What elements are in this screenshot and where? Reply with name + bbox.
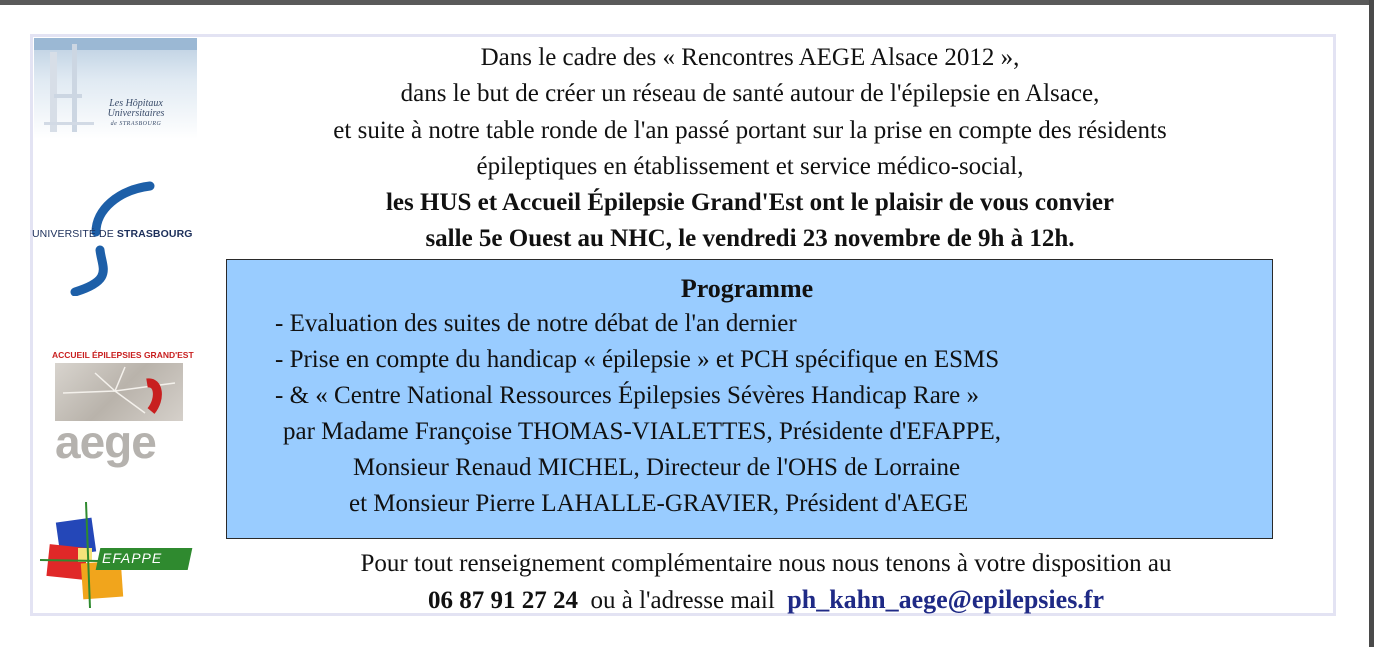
- window-right-border: [1369, 0, 1374, 647]
- intro-line3: et suite à notre table ronde de l'an passé portant sur la prise en compte des résidents: [333, 116, 1167, 144]
- contact-footer: [200, 546, 1332, 619]
- intro-line5: les HUS et Accueil Épilepsie Grand'Est ont le plaisir de vous convier: [385, 189, 1115, 217]
- programme-item-2: - Prise en compte du handicap « épilepsie » et PCH spécifique en ESMS: [275, 346, 1000, 373]
- programme-item-3: - & « Centre National Ressources Épilepsies Sévères Handicap Rare »: [275, 382, 979, 409]
- efappe-wordmark: EFAPPE: [102, 550, 163, 566]
- phone-number: 06 87 91 27 24: [427, 587, 578, 614]
- programme-speaker-1: par Madame Françoise THOMAS-VIALETTES, Présidente d'EFAPPE,: [283, 418, 1002, 445]
- programme-box: [226, 259, 1273, 539]
- hus-line2: Universitaires: [107, 108, 165, 119]
- intro-text: [200, 40, 1300, 258]
- aege-wordmark: aege: [55, 416, 156, 468]
- unistra-name: [32, 228, 193, 240]
- hus-line1: Les Hôpitaux: [109, 98, 163, 109]
- hus-logo: [34, 38, 197, 139]
- intro-line6: salle 5e Ouest au NHC, le vendredi 23 novembre de 9h à 12h.: [425, 225, 1075, 253]
- neuron-icon: [55, 363, 183, 421]
- intro-line1: Dans le cadre des « Rencontres AEGE Alsace 2012 »,: [480, 44, 1020, 71]
- footer-connector: ou à l'adresse mail: [590, 587, 775, 614]
- unistra-strong: STRASBOURG: [116, 228, 193, 240]
- unistra-prefix: UNIVERSITÉ DE: [32, 228, 117, 240]
- intro-line2: dans le but de créer un réseau de santé autour de l'épilepsie en Alsace,: [400, 80, 1100, 108]
- aege-title: ACCUEIL ÉPILEPSIES GRAND'EST: [52, 350, 194, 360]
- programme-title: Programme: [680, 274, 814, 303]
- efappe-logo: [38, 500, 198, 610]
- programme-item-1: - Evaluation des suites de notre débat de l'an dernier: [275, 310, 797, 337]
- window-top-border: [0, 0, 1374, 5]
- hus-line3: de STRASBOURG: [110, 121, 162, 127]
- intro-line4: épileptiques en établissement et service médico-social,: [476, 152, 1024, 180]
- email-address[interactable]: ph_kahn_aege@epilepsies.fr: [787, 585, 1105, 614]
- aege-logo: [52, 350, 194, 470]
- programme-speaker-3: et Monsieur Pierre LAHALLE-GRAVIER, Président d'AEGE: [349, 490, 969, 517]
- neuron-image: [55, 363, 183, 421]
- unistra-logo: [30, 180, 195, 296]
- footer-line1: Pour tout renseignement complémentaire nous nous tenons à votre disposition au: [360, 550, 1172, 577]
- programme-speaker-2: Monsieur Renaud MICHEL, Directeur de l'OHS de Lorraine: [353, 454, 961, 481]
- footer-line2: [200, 582, 1332, 619]
